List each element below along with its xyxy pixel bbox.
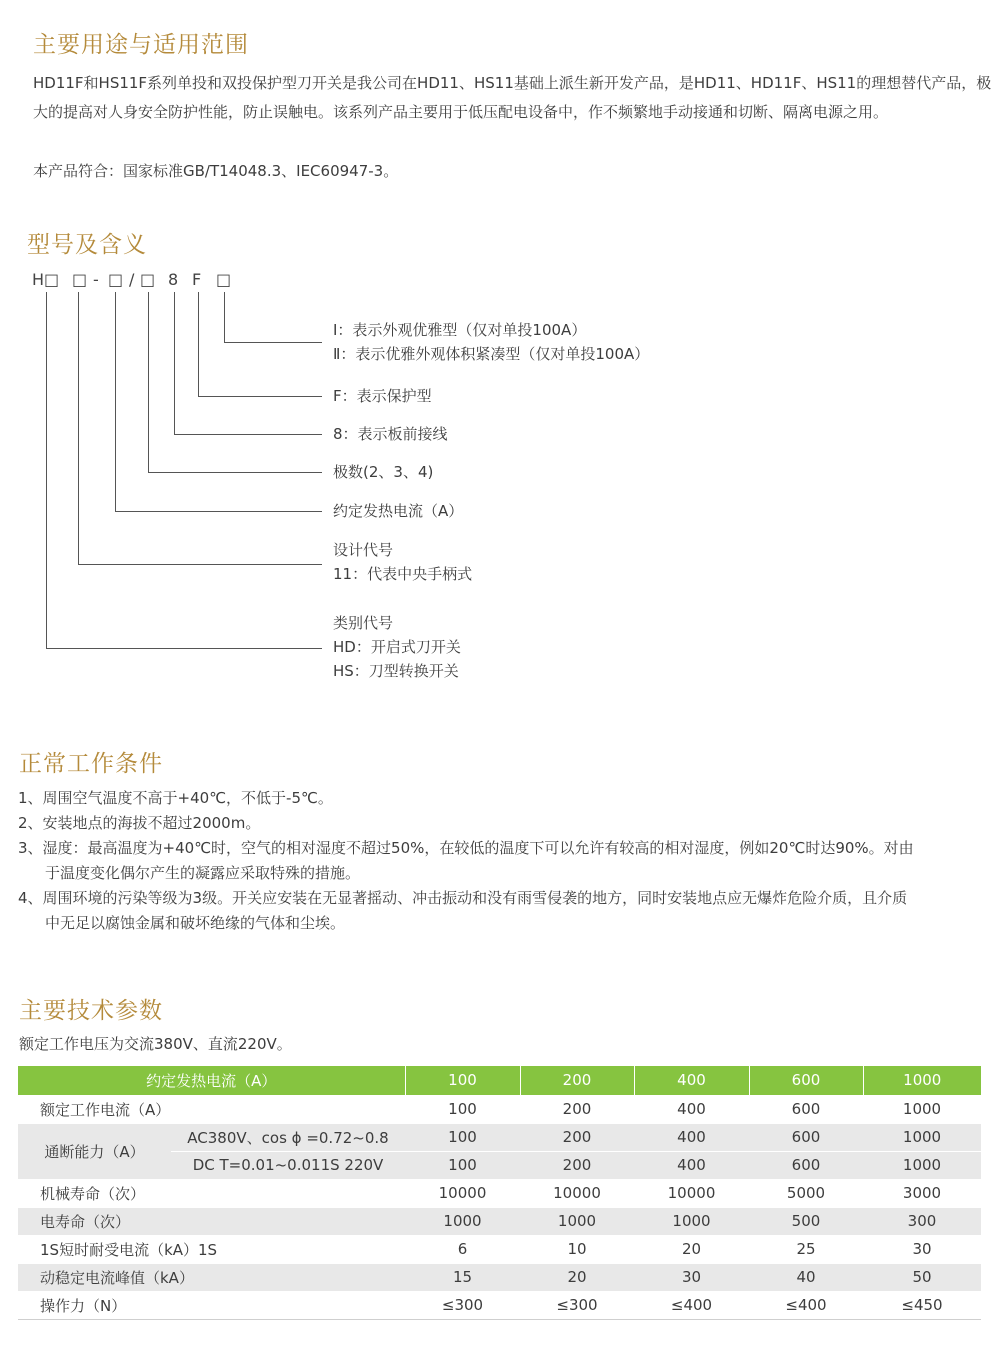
standard-paragraph: 本产品符合：国家标准GB/T14048.3、IEC60947-3。 xyxy=(33,162,399,180)
connector-line xyxy=(224,342,322,343)
connector-line xyxy=(78,564,322,565)
section-title-conditions: 正常工作条件 xyxy=(19,751,163,777)
condition-item-cont: 中无足以腐蚀金属和破坏绝缘的气体和尘埃。 xyxy=(45,914,346,932)
table-cell: 100 xyxy=(405,1095,520,1123)
table-cell: 300 xyxy=(863,1207,981,1235)
condition-item: 4、周围环境的污染等级为3级。开关应安装在无显著摇动、冲击振动和没有雨雪侵袭的地方，同时安装地点应无爆炸危险介质，且介质 xyxy=(18,889,908,907)
conditions-list xyxy=(18,786,993,936)
desc-current: 约定发热电流（A） xyxy=(333,502,464,520)
table-cell: 25 xyxy=(749,1235,863,1263)
table-cell: 400 xyxy=(634,1151,749,1179)
desc-type-2: Ⅱ：表示优雅外观体积紧凑型（仅对单投100A） xyxy=(333,345,650,363)
table-cell: 40 xyxy=(749,1263,863,1291)
condition-item: 3、湿度：最高温度为+40℃时，空气的相对湿度不超过50%，在较低的温度下可以允许有较高的相对湿度，例如20℃时达90%。对由 xyxy=(18,839,914,857)
table-cell: 1000 xyxy=(405,1207,520,1235)
table-cell: 6 xyxy=(405,1235,520,1263)
table-cell: 10000 xyxy=(634,1179,749,1207)
row-label: 动稳定电流峰值（kA） xyxy=(18,1263,405,1291)
connector-line xyxy=(198,292,199,396)
header-cell: 600 xyxy=(749,1066,863,1095)
table-cell: ≤300 xyxy=(520,1291,634,1319)
table-cell: 10000 xyxy=(405,1179,520,1207)
table-cell: 1000 xyxy=(863,1095,981,1123)
table-cell: 15 xyxy=(405,1263,520,1291)
row-label: 操作力（N） xyxy=(18,1291,405,1319)
row-label: 额定工作电流（A） xyxy=(18,1095,405,1123)
connector-line xyxy=(174,292,175,434)
table-row xyxy=(18,1123,981,1151)
table-row xyxy=(18,1235,981,1263)
desc-design-code: 设计代号 xyxy=(333,541,394,559)
header-cell: 200 xyxy=(520,1066,634,1095)
table-row xyxy=(18,1207,981,1235)
table-cell: 10000 xyxy=(520,1179,634,1207)
table-row xyxy=(18,1291,981,1319)
header-cell: 100 xyxy=(405,1066,520,1095)
table-cell: 1000 xyxy=(863,1123,981,1151)
table-cell: ≤450 xyxy=(863,1291,981,1319)
code-part: / xyxy=(129,270,135,289)
desc-category-hd: HD：开启式刀开关 xyxy=(333,638,461,656)
row-group-label: 通断能力（A） xyxy=(18,1123,171,1179)
code-part: □ xyxy=(108,270,124,289)
connector-line xyxy=(148,472,322,473)
usage-paragraph: HD11F和HS11F系列单投和双投保护型刀开关是我公司在HD11、HS11基础上派生新开发产品，是HD11、HD11F、HS11的理想替代产品，极大的提高对人身安全防护性能，防止误触电。该系列产品主要用于低压配电设备中，作不频繁地手动接通和切断、隔离电源之用。 xyxy=(33,74,992,121)
connector-line xyxy=(46,648,322,649)
table-cell: 1000 xyxy=(863,1151,981,1179)
table-cell: 200 xyxy=(520,1123,634,1151)
desc-category-hs: HS：刀型转换开关 xyxy=(333,662,459,680)
row-sublabel: AC380V、cos ϕ =0.72~0.8 xyxy=(171,1123,405,1151)
connector-line xyxy=(115,511,322,512)
desc-category: 类别代号 xyxy=(333,614,394,632)
row-label: 电寿命（次） xyxy=(18,1207,405,1235)
connector-line xyxy=(198,396,322,397)
code-part: □ xyxy=(140,270,156,289)
table-cell: ≤400 xyxy=(634,1291,749,1319)
table-cell: 100 xyxy=(405,1123,520,1151)
table-cell: 200 xyxy=(520,1095,634,1123)
header-cell: 约定发热电流（A） xyxy=(18,1066,405,1095)
tech-intro: 额定工作电压为交流380V、直流220V。 xyxy=(19,1035,292,1053)
code-part: - xyxy=(93,270,99,289)
table-cell: 200 xyxy=(520,1151,634,1179)
header-cell: 1000 xyxy=(863,1066,981,1095)
table-cell: 20 xyxy=(520,1263,634,1291)
connector-line xyxy=(224,292,225,342)
table-row xyxy=(18,1179,981,1207)
code-part: 8 xyxy=(168,270,179,289)
table-cell: 500 xyxy=(749,1207,863,1235)
desc-design-code-11: 11：代表中央手柄式 xyxy=(333,565,473,583)
header-cell: 400 xyxy=(634,1066,749,1095)
row-sublabel: DC T=0.01~0.011S 220V xyxy=(171,1151,405,1179)
table-cell: 100 xyxy=(405,1151,520,1179)
table-cell: 30 xyxy=(634,1263,749,1291)
connector-line xyxy=(174,434,322,435)
table-cell: 10 xyxy=(520,1235,634,1263)
condition-item: 2、安装地点的海拔不超过2000m。 xyxy=(18,814,261,832)
connector-line xyxy=(148,292,149,472)
connector-line xyxy=(78,292,79,564)
table-row xyxy=(18,1263,981,1291)
table-cell: 20 xyxy=(634,1235,749,1263)
section-title-usage: 主要用途与适用范围 xyxy=(33,32,249,58)
table-cell: 600 xyxy=(749,1151,863,1179)
code-part: F xyxy=(192,270,202,289)
desc-type-1: Ⅰ：表示外观优雅型（仅对单投100A） xyxy=(333,321,587,339)
desc-wiring: 8：表示板前接线 xyxy=(333,425,448,443)
desc-poles: 极数(2、3、4) xyxy=(333,463,434,481)
table-header-row xyxy=(18,1066,981,1095)
code-part: □ xyxy=(72,270,88,289)
table-cell: 1000 xyxy=(520,1207,634,1235)
table-row xyxy=(18,1095,981,1123)
table-cell: ≤300 xyxy=(405,1291,520,1319)
desc-protection: F：表示保护型 xyxy=(333,387,432,405)
row-label: 1S短时耐受电流（kA）1S xyxy=(18,1235,405,1263)
section-title-model: 型号及含义 xyxy=(27,232,147,258)
connector-line xyxy=(46,292,47,648)
tech-params-table xyxy=(18,1066,981,1320)
section-title-tech: 主要技术参数 xyxy=(19,998,163,1024)
condition-item: 1、周围空气温度不高于+40℃，不低于-5℃。 xyxy=(18,789,333,807)
condition-item-cont: 于温度变化偶尔产生的凝露应采取特殊的措施。 xyxy=(45,864,361,882)
table-cell: 600 xyxy=(749,1123,863,1151)
table-cell: 3000 xyxy=(863,1179,981,1207)
table-cell: 30 xyxy=(863,1235,981,1263)
code-part: H□ xyxy=(32,270,60,289)
table-cell: 400 xyxy=(634,1123,749,1151)
table-cell: 600 xyxy=(749,1095,863,1123)
table-cell: 400 xyxy=(634,1095,749,1123)
table-cell: 50 xyxy=(863,1263,981,1291)
connector-line xyxy=(115,292,116,511)
code-part: □ xyxy=(216,270,232,289)
table-cell: ≤400 xyxy=(749,1291,863,1319)
table-cell: 5000 xyxy=(749,1179,863,1207)
table-cell: 1000 xyxy=(634,1207,749,1235)
row-label: 机械寿命（次） xyxy=(18,1179,405,1207)
